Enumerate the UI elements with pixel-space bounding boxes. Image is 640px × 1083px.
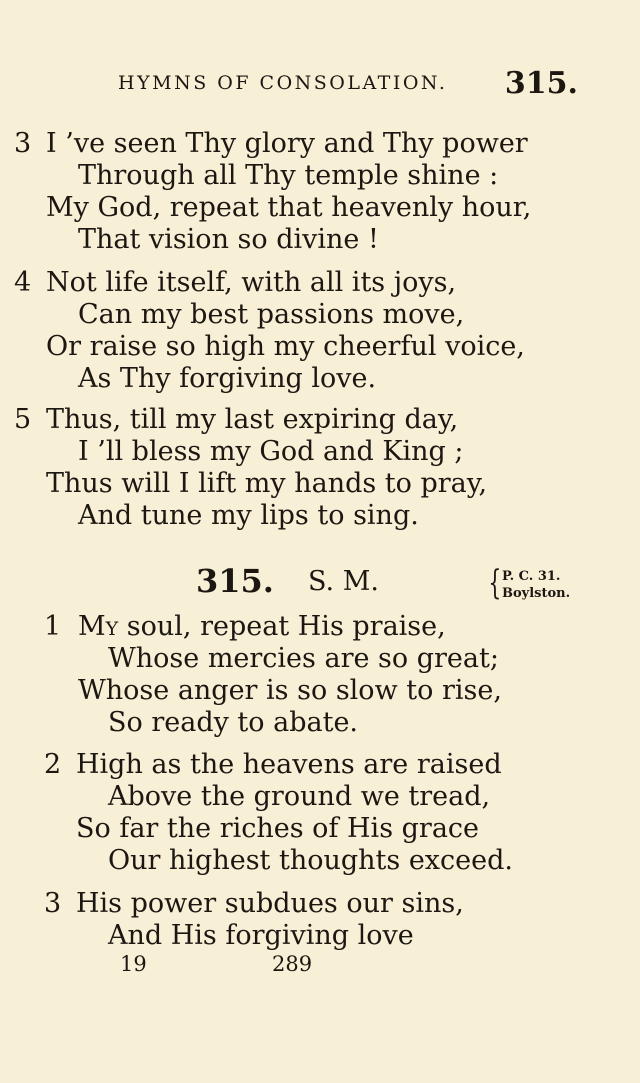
verse-line: Thus will I lift my hands to pray, [46, 468, 488, 499]
stanza-number: 5 [14, 404, 32, 435]
hymn-number: 315. [196, 562, 274, 600]
verse-line: And His forgiving love [108, 920, 414, 951]
page-footer [0, 952, 640, 982]
verse-line: I ’ve seen Thy glory and Thy power [46, 128, 528, 159]
first-line-rest: soul, repeat His praise, [118, 611, 446, 642]
verse-line: Thus, till my last expiring day, [46, 404, 459, 435]
verse-line: As Thy forgiving love. [78, 363, 377, 394]
hymn-meter: S. M. [308, 566, 379, 597]
verse-line: And tune my lips to sing. [78, 500, 419, 531]
page-number: 315. [504, 66, 578, 101]
hymn-heading [0, 562, 640, 606]
verse-line: Our highest thoughts exceed. [108, 845, 513, 876]
tune-ref-name: Boylston. [502, 586, 571, 601]
verse-line: That vision so divine ! [78, 224, 379, 255]
verse-line: I ’ll bless my God and King ; [78, 436, 464, 467]
verse-line [78, 611, 446, 643]
brace-icon: { [488, 563, 502, 603]
verse-line: Above the ground we tread, [108, 781, 491, 812]
tune-ref-collection: P. C. 31. [502, 569, 561, 584]
verse-line: My God, repeat that heavenly hour, [46, 192, 532, 223]
stanza-number: 2 [44, 749, 62, 780]
verse-line: Or raise so high my cheerful voice, [46, 331, 525, 362]
verse-line: So far the riches of His grace [76, 813, 480, 844]
first-word: My [78, 611, 119, 642]
stanza-number: 1 [44, 611, 62, 642]
verse-line: Not life itself, with all its joys, [46, 267, 457, 298]
verse-line: High as the heavens are raised [76, 749, 502, 780]
verse-line: Can my best passions move, [78, 299, 465, 330]
tune-references [502, 568, 570, 602]
verse-line: So ready to abate. [108, 707, 359, 738]
running-header [118, 66, 578, 102]
verse-line: His power subdues our sins, [76, 888, 464, 919]
verse-line: Whose mercies are so great; [108, 643, 499, 674]
stanza-number: 4 [14, 267, 32, 298]
stanza-number: 3 [14, 128, 32, 159]
stanza-number: 3 [44, 888, 62, 919]
verse-line: Whose anger is so slow to rise, [78, 675, 502, 706]
running-title: HYMNS OF CONSOLATION. [118, 72, 448, 94]
verse-line: Through all Thy temple shine : [78, 160, 499, 191]
folio-number: 289 [272, 952, 313, 976]
signature-mark: 19 [120, 952, 147, 976]
